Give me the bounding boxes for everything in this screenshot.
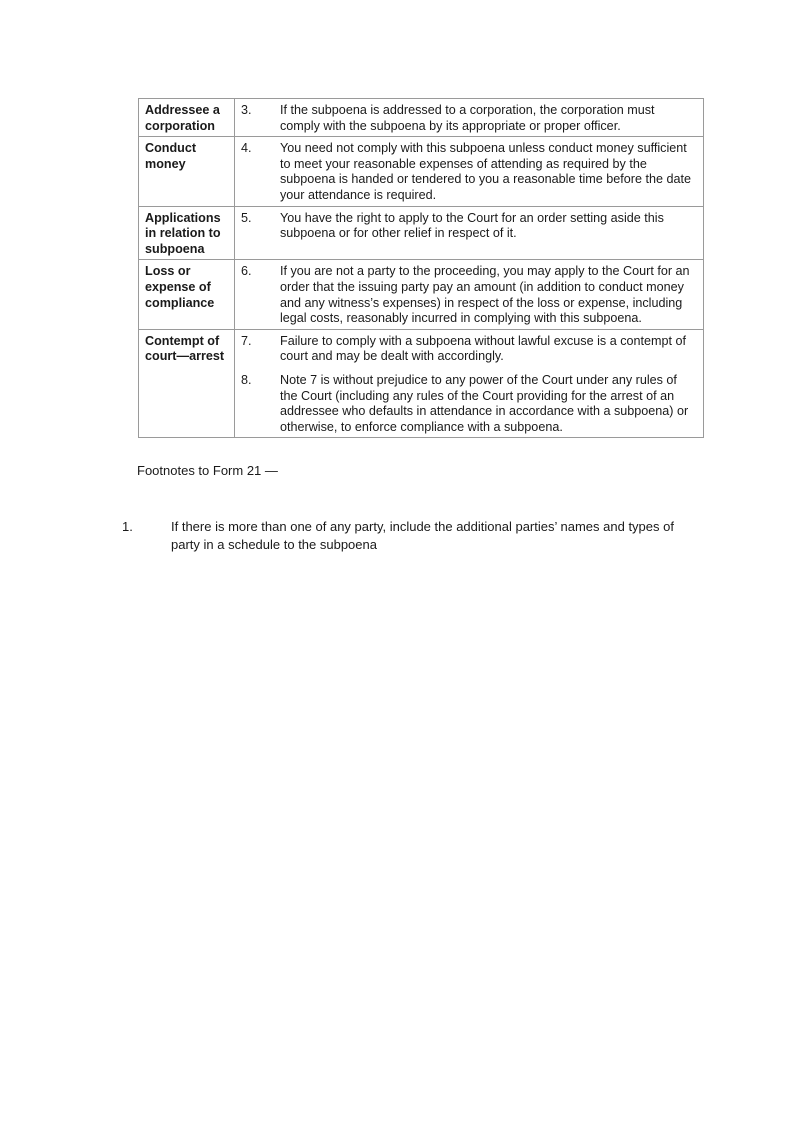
note-item <box>241 373 697 435</box>
note-text: You need not comply with this subpoena unless conduct money sufficient to meet your reasonable expenses of attending as required by the subpoena is handed or tendered to you a reasonable time before the date your attendance is required. <box>280 141 691 202</box>
footnote-text: If there is more than one of any party, include the additional parties’ names and types of party in a schedule to the subpoena <box>171 519 674 552</box>
row-heading: Conduct money <box>139 137 235 206</box>
table-row <box>139 329 704 438</box>
note-number: 4. <box>241 141 252 156</box>
note-item <box>241 334 697 365</box>
table-row <box>139 260 704 329</box>
note-text: Note 7 is without prejudice to any power of the Court under any rules of the Court (including any rules of the Court providing for the arrest of an addressee who defaults in attendance in accordance with a subpoena) or otherwise, to enforce compliance with a subpoena. <box>280 372 689 434</box>
note-number: 6. <box>241 264 252 279</box>
table-row <box>139 137 704 206</box>
note-number: 7. <box>241 333 252 348</box>
notes-table <box>138 98 704 438</box>
note-number: 3. <box>241 103 252 117</box>
note-number: 5. <box>241 210 252 225</box>
note-item <box>241 211 697 242</box>
note-item <box>241 141 697 203</box>
row-notes <box>235 206 704 260</box>
table-row <box>139 99 704 137</box>
note-text: Failure to comply with a subpoena without lawful excuse is a contempt of court and may be dealt with accordingly. <box>280 333 687 364</box>
row-notes <box>235 137 704 206</box>
row-heading: Contempt of court—arrest <box>139 329 235 438</box>
note-text: If you are not a party to the proceeding, you may apply to the Court for an order that the issuing party pay an amount (in addition to conduct money and any witness’s expenses) in respect of the loss or expense, including legal costs, reasonably incurred in complying with this subpoena. <box>280 264 690 326</box>
note-item <box>241 103 697 134</box>
note-text: You have the right to apply to the Court for an order setting aside this subpoena or for other relief in respect of it. <box>280 210 664 241</box>
row-notes <box>235 260 704 329</box>
note-number: 8. <box>241 372 252 387</box>
footnote-item <box>122 518 702 554</box>
row-heading: Loss or expense of compliance <box>139 260 235 329</box>
row-notes <box>235 329 704 438</box>
row-heading: Addressee a corporation <box>139 99 235 137</box>
table-row <box>139 206 704 260</box>
footnote-number: 1. <box>122 519 133 534</box>
note-text: If the subpoena is addressed to a corporation, the corporation must comply with the subpoena by its appropriate or proper officer. <box>280 103 655 133</box>
row-heading: Applications in relation to subpoena <box>139 206 235 260</box>
footnotes-title: Footnotes to Form 21 — <box>137 463 278 478</box>
row-notes <box>235 99 704 137</box>
note-item <box>241 264 697 326</box>
